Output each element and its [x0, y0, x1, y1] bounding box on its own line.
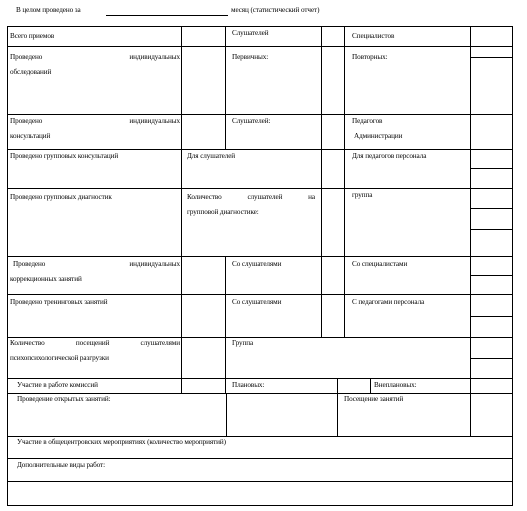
word: Проведено [13, 260, 46, 268]
col-line [225, 378, 226, 393]
col-line [321, 26, 322, 337]
group-consult-teachers-label: Для педагогов персонала [352, 152, 427, 160]
total-specialists-label: Специалистов [352, 32, 395, 40]
word: Количество [10, 339, 45, 347]
col-line [225, 337, 226, 378]
subrow-line [470, 208, 512, 209]
col-line [470, 378, 471, 393]
col-line [181, 378, 182, 393]
col-line [225, 26, 226, 150]
commissions-planned-label: Плановых: [232, 381, 265, 389]
diag-group-label: группа [352, 191, 373, 199]
subrow-line [470, 275, 512, 276]
word: слушателями [140, 339, 180, 347]
training-teachers-label: С педагогами персонала [352, 298, 425, 306]
col-line [181, 26, 182, 378]
frame-bottom [7, 505, 513, 506]
frame-left [7, 26, 8, 506]
total-receptions-label: Всего приемов [10, 32, 55, 40]
frame-right [512, 26, 513, 506]
word: индивидуальных [129, 117, 180, 125]
word: Проведено [10, 53, 43, 61]
col-line [225, 256, 226, 337]
additional-work-label: Дополнительные виды работ: [17, 461, 105, 469]
primary-exams-label: Первичных: [232, 53, 269, 61]
group-consult-label: Проведено групповых консультаций [10, 152, 119, 160]
word: на [308, 193, 315, 201]
subrow-line [470, 358, 512, 359]
header-suffix: месяц (статистический отчет) [231, 6, 320, 14]
word: Количество [187, 193, 222, 201]
individual-exams-label-line2: обследований [10, 68, 52, 76]
correction-label-line2: коррекционных занятий [10, 275, 82, 283]
col-line [337, 393, 338, 436]
group-diag-label: Проведено групповых диагностик [10, 193, 112, 201]
visits-label-line2: психопсихологической разгрузки [10, 354, 109, 362]
row-line [7, 481, 513, 482]
word: слушателей [247, 193, 283, 201]
training-listeners-label: Со слушателями [232, 298, 282, 306]
repeat-exams-label: Повторных: [352, 53, 388, 61]
events-label: Участие в общецентровских мероприятиях (количество мероприятий) [17, 438, 226, 446]
subrow-line [470, 316, 512, 317]
col-line [337, 378, 338, 393]
total-listeners-label: Слушателей [232, 29, 269, 37]
individual-consult-label-line2: консультаций [10, 132, 51, 140]
subrow-line [470, 229, 512, 230]
consult-listeners-label: Слушателей: [232, 117, 271, 125]
month-blank-underline[interactable] [106, 15, 228, 16]
subrow-line [470, 168, 512, 169]
consult-administration-label: Администрации [354, 132, 403, 140]
diag-count-label-line2: групповой диагностике: [187, 208, 259, 216]
correction-listeners-label: Со слушателями [232, 260, 282, 268]
word: индивидуальных [129, 53, 180, 61]
col-line [226, 393, 227, 436]
word: индивидуальных [129, 260, 180, 268]
correction-specialists-label: Со специалистами [352, 260, 408, 268]
word: посещений [75, 339, 110, 347]
row-line [7, 46, 513, 47]
col-line [344, 26, 345, 337]
group-consult-listeners-label: Для слушателей [187, 152, 236, 160]
training-label: Проведено тренинговых занятий [10, 298, 108, 306]
header-prefix: В целом проведено за [16, 6, 81, 14]
consult-teachers-label: Педагогов [352, 117, 383, 125]
word: Проведено [10, 117, 43, 125]
visits-group-label: Группа [232, 339, 254, 347]
subrow-line [470, 57, 512, 58]
lesson-visits-label: Посещение занятий [344, 395, 404, 403]
open-lessons-label: Проведение открытых занятий: [17, 395, 111, 403]
col-line [470, 393, 471, 436]
col-line [470, 26, 471, 378]
commissions-label: Участие в работе комиссий [17, 381, 98, 389]
commissions-unplanned-label: Внеплановых: [374, 381, 417, 389]
